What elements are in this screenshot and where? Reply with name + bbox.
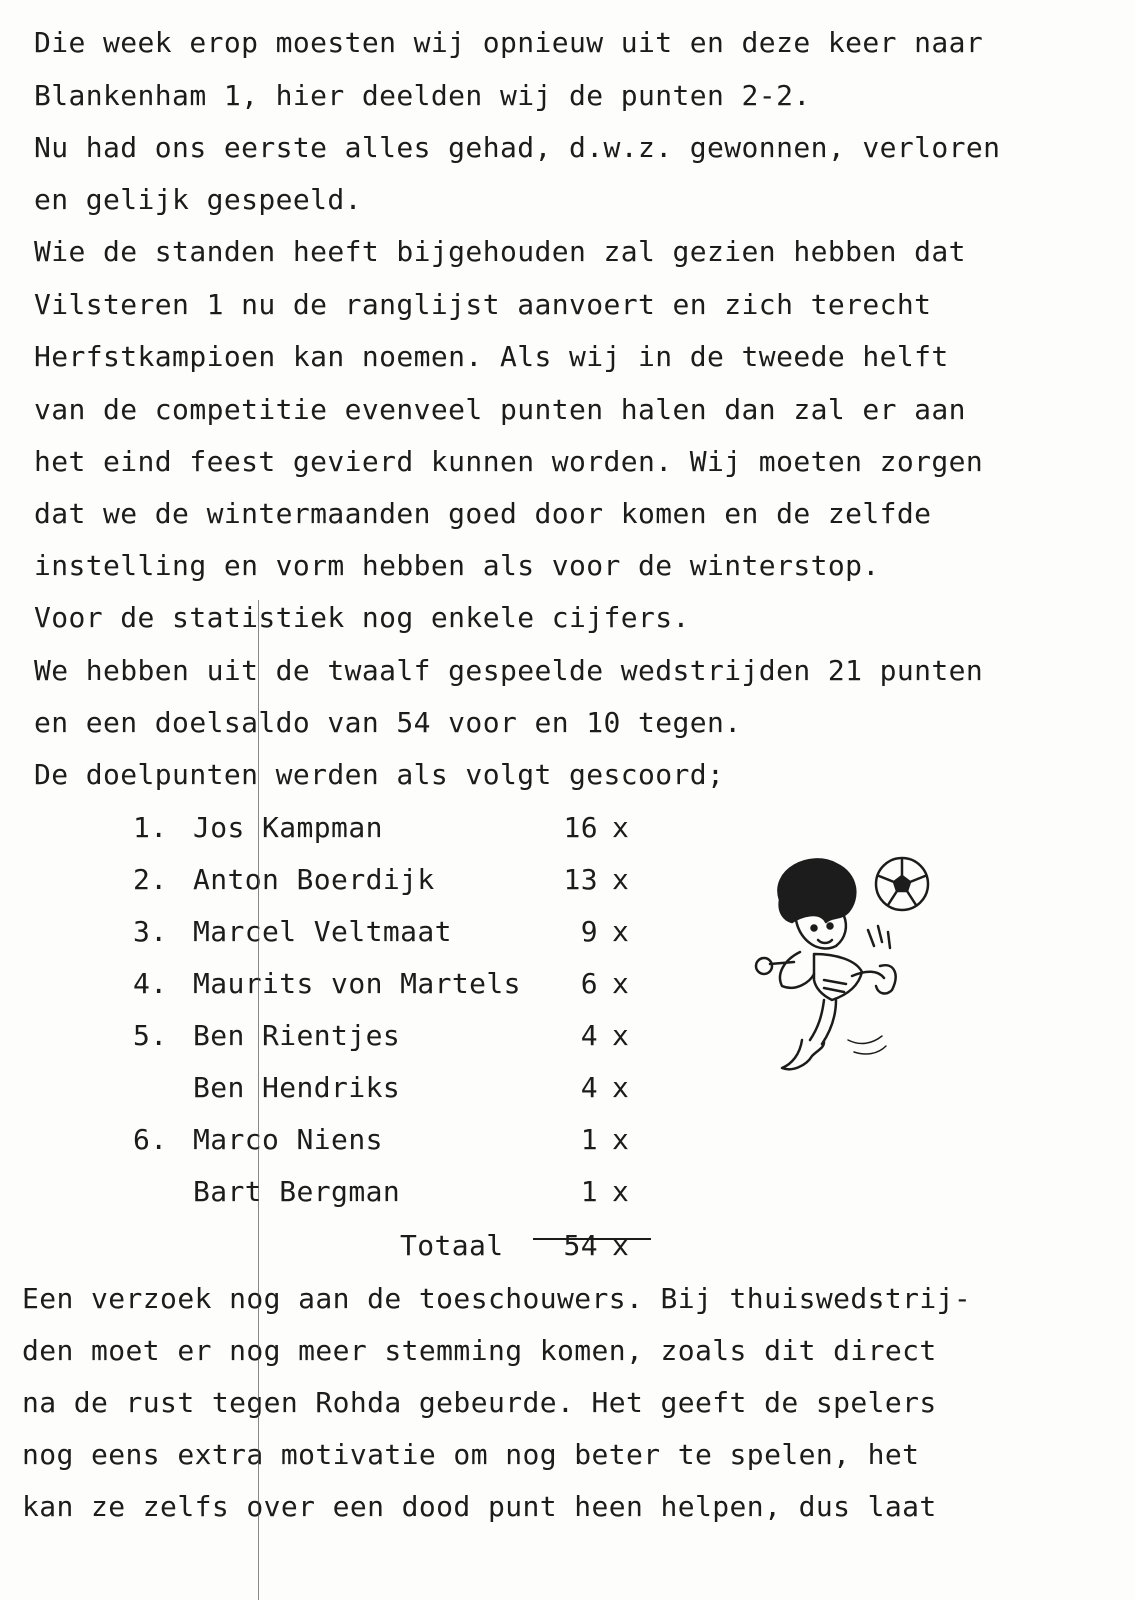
scorer-suffix: x: [612, 1123, 630, 1156]
text-line: De doelpunten werden als volgt gescoord;: [34, 758, 725, 791]
text-line: na de rust tegen Rohda gebeurde. Het geeft de spelers: [22, 1386, 937, 1419]
scorer-rank: 6.: [133, 1123, 168, 1156]
text-line: instelling en vorm hebben als voor de winterstop.: [34, 549, 880, 582]
text-line: Wie de standen heeft bijgehouden zal gezien hebben dat: [34, 235, 966, 268]
scan-crease-line: [258, 600, 259, 1600]
text-line: van de competitie evenveel punten halen dan zal er aan: [34, 393, 966, 426]
scorer-goals: 4: [580, 1019, 598, 1052]
text-line: het eind feest gevierd kunnen worden. Wij moeten zorgen: [34, 445, 984, 478]
text-line: Vilsteren 1 nu de ranglijst aanvoert en zich terecht: [34, 288, 932, 321]
text-line: kan ze zelfs over een dood punt heen helpen, dus laat: [22, 1490, 937, 1523]
text-line: Nu had ons eerste alles gehad, d.w.z. gewonnen, verloren: [34, 131, 1001, 164]
text-line: We hebben uit de twaalf gespeelde wedstrijden 21 punten: [34, 654, 984, 687]
text-line: Blankenham 1, hier deelden wij de punten 2-2.: [34, 79, 811, 112]
total-label: Totaal: [400, 1229, 504, 1262]
scorer-name: Anton Boerdijk: [193, 863, 435, 896]
scorer-suffix: x: [612, 863, 630, 896]
scorer-rank: 3.: [133, 915, 168, 948]
scorer-goals: 13: [563, 863, 598, 896]
scorer-rank: 4.: [133, 967, 168, 1000]
scorer-name: Ben Rientjes: [193, 1019, 401, 1052]
scorer-suffix: x: [612, 1071, 630, 1104]
scorer-suffix: x: [612, 915, 630, 948]
text-line: Voor de statistiek nog enkele cijfers.: [34, 601, 690, 634]
scorer-goals: 1: [580, 1175, 598, 1208]
text-line: en een doelsaldo van 54 voor en 10 tegen.: [34, 706, 742, 739]
scorer-name: Marcel Veltmaat: [193, 915, 452, 948]
scorer-suffix: x: [612, 1019, 630, 1052]
scorer-suffix: x: [612, 967, 630, 1000]
scorer-name: Bart Bergman: [193, 1175, 401, 1208]
scorer-goals: 6: [580, 967, 598, 1000]
scorer-name: Ben Hendriks: [193, 1071, 401, 1104]
scorer-rank: 2.: [133, 863, 168, 896]
text-line: en gelijk gespeeld.: [34, 183, 362, 216]
text-line: dat we de wintermaanden goed door komen en de zelfde: [34, 497, 932, 530]
scorer-rank: 5.: [133, 1019, 168, 1052]
total-suffix: x: [612, 1229, 630, 1262]
scorer-suffix: x: [612, 1175, 630, 1208]
text-line: Een verzoek nog aan de toeschouwers. Bij thuiswedstrij-: [22, 1282, 972, 1315]
total-goals: 54: [563, 1229, 598, 1262]
text-line: Die week erop moesten wij opnieuw uit en deze keer naar: [34, 26, 984, 59]
scorer-name: Maurits von Martels: [193, 967, 521, 1000]
text-line: Herfstkampioen kan noemen. Als wij in de tweede helft: [34, 340, 949, 373]
scorer-goals: 16: [563, 811, 598, 844]
scorer-suffix: x: [612, 811, 630, 844]
scorer-rank: 1.: [133, 811, 168, 844]
text-line: nog eens extra motivatie om nog beter te spelen, het: [22, 1438, 920, 1471]
scorer-name: Jos Kampman: [193, 811, 383, 844]
text-line: den moet er nog meer stemming komen, zoals dit direct: [22, 1334, 937, 1367]
scorer-goals: 9: [580, 915, 598, 948]
scorer-name: Marco Niens: [193, 1123, 383, 1156]
scorer-goals: 1: [580, 1123, 598, 1156]
soccer-player-illustration: [740, 850, 940, 1080]
scorer-goals: 4: [580, 1071, 598, 1104]
